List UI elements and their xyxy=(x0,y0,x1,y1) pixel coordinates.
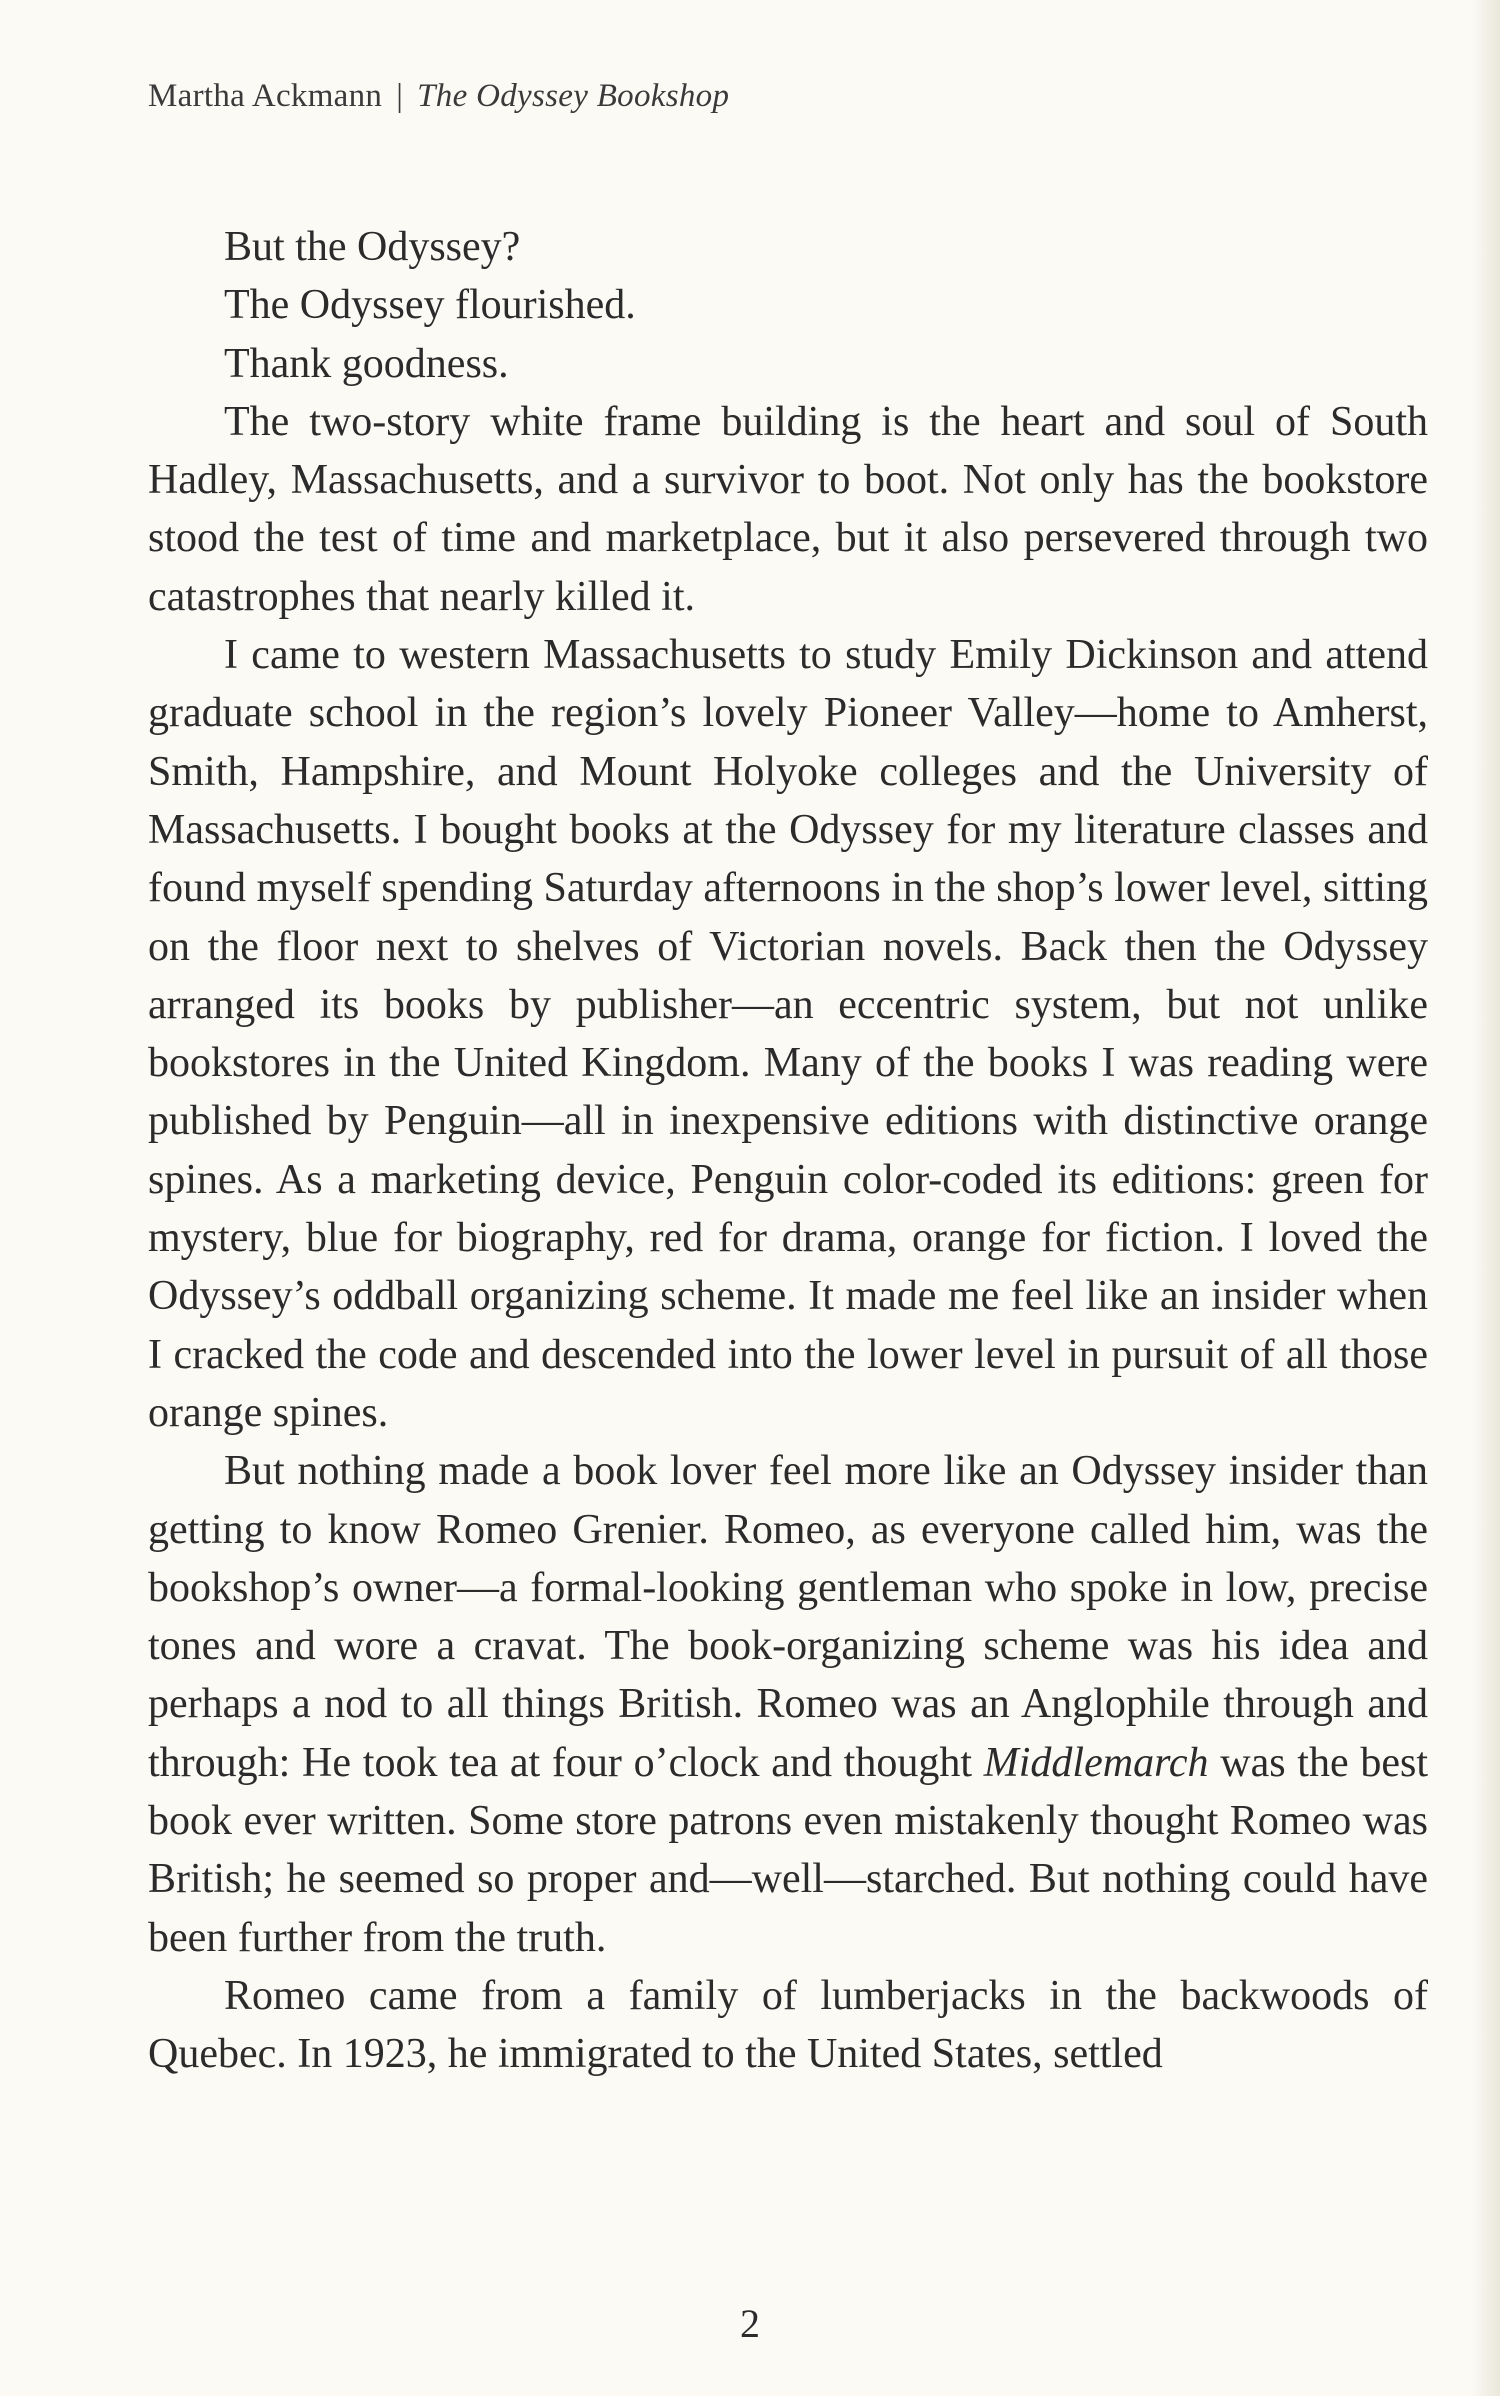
paragraph-4: The two-story white frame building is the heart and soul of South Hadley, Massachusetts, and a survivor to boot. Not only has the bookstore stood the test of time and marketplace, but it also persevered through two catastrophes that nearly killed it. xyxy=(148,398,1428,620)
paragraph-6-start: But nothing made a book lover feel more like an Odyssey insider than getting to know Romeo Grenier. Romeo, as everyone called him, was the bookshop’s owner—a formal-looking gentleman who spoke in low, precise tones and wore a cravat. The book-organizing scheme was his idea and perhaps a nod to all things British. Romeo was an Anglophile through and through: He took tea at four o’clock and thought xyxy=(148,1448,1428,1786)
header-book-title: The Odyssey Bookshop xyxy=(417,78,730,114)
paragraph-3: Thank goodness. xyxy=(224,340,509,387)
header-separator: | xyxy=(396,78,404,114)
paragraph-5: I came to western Massachusetts to study Emily Dickinson and attend graduate school in the region’s lovely Pioneer Valley—home to Amherst, Smith, Hampshire, and Mount Holyoke colleges and the University of Massachusetts. I bought books at the Odyssey for my literature classes and found myself spending Saturday afternoons in the shop’s lower level, sitting on the floor next to shelves of Victorian novels. Back then the Odyssey arranged its books by publisher—an eccentric system, but not unlike bookstores in the United Kingdom. Many of the books I was reading were published by Penguin—all in inexpensive editions with distinctive orange spines. As a marketing device, Penguin color-coded its editions: green for mystery, blue for biography, red for drama, orange for fiction. I loved the Odyssey’s oddball organizing scheme. It made me feel like an insider when I cracked the code and descended into the lower level in pursuit of all those orange spines. xyxy=(148,632,1428,1436)
body-text xyxy=(148,218,1428,2084)
header-author: Martha Ackmann xyxy=(148,78,383,114)
page-edge-shadow xyxy=(1472,0,1500,2396)
paragraph-7: Romeo came from a family of lumberjacks in the backwoods of Quebec. In 1923, he immigrated to the United States, settled xyxy=(148,1972,1428,2078)
paragraph-2: The Odyssey flourished. xyxy=(224,282,636,329)
book-title-middlemarch: Middlemarch xyxy=(983,1739,1209,1786)
page-number: 2 xyxy=(740,2301,760,2346)
paragraph-6 xyxy=(148,1442,1428,1967)
paragraph-1: But the Odyssey? xyxy=(224,224,521,270)
paragraph-6-end: was the best book ever written. Some store patrons even mistakenly thought Romeo was British; he seemed so proper and—well—starched. But nothing could have been further from the truth. xyxy=(148,1739,1429,1961)
running-header xyxy=(148,78,729,115)
